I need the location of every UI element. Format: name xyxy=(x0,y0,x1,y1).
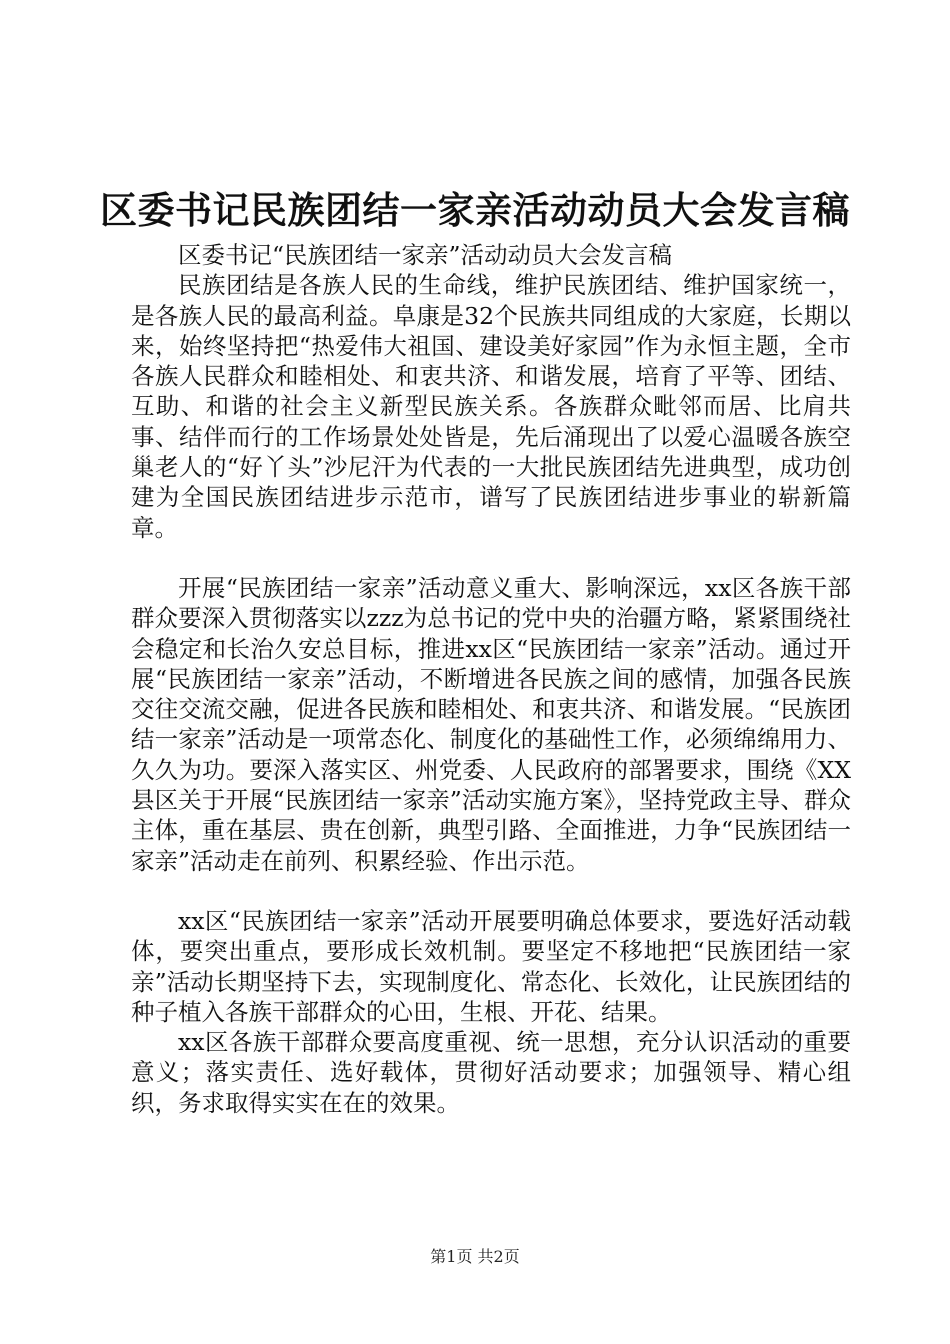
paragraph-4: xx区各族干部群众要高度重视、统一思想，充分认识活动的重要意义；落实责任、选好载体，贯彻好活动要求；加强领导、精心组织，务求取得实实在在的效果。 xyxy=(131,1028,851,1117)
paragraph-2: 开展“民族团结一家亲”活动意义重大、影响深远，xx区各族干部群众要深入贯彻落实以zzz为总书记的党中央的治疆方略，紧紧围绕社会稳定和长治久安总目标，推进xx区“民族团结一家亲”活动。通过开展“民族团结一家亲”活动，不断增进各民族之间的感情，加强各民族交往交流交融，促进各民族和睦相处、和衷共济、和谐发展。“民族团结一家亲”活动是一项常态化、制度化的基础性工作，必须绵绵用力、久久为功。要深入落实区、州党委、人民政府的部署要求，围绕《XX县区关于开展“民族团结一家亲”活动实施方案》，坚持党政主导、群众主体，重在基层、贵在创新，典型引路、全面推进，力争“民族团结一家亲”活动走在前列、积累经验、作出示范。 xyxy=(131,573,851,875)
paragraph-1: 民族团结是各族人民的生命线，维护民族团结、维护国家统一，是各族人民的最高利益。阜康是32个民族共同组成的大家庭，长期以来，始终坚持把“热爱伟大祖国、建设美好家园”作为永恒主题，全市各族人民群众和睦相处、和衷共济、和谐发展，培育了平等、团结、互助、和谐的社会主义新型民族关系。各族群众毗邻而居、比肩共事、结伴而行的工作场景处处皆是，先后涌现出了以爱心温暖各族空巢老人的“好丫头”沙尼汗为代表的一大批民族团结先进典型，成功创建为全国民族团结进步示范市，谱写了民族团结进步事业的崭新篇章。 xyxy=(131,271,851,542)
page-number: 第1页 共2页 xyxy=(430,1247,520,1266)
document-subtitle: 区委书记“民族团结一家亲”活动动员大会发言稿 xyxy=(178,241,673,269)
document-body xyxy=(131,240,851,1118)
document-title: 区委书记民族团结一家亲活动动员大会发言稿 xyxy=(100,188,850,232)
paragraph-3: xx区“民族团结一家亲”活动开展要明确总体要求，要选好活动载体，要突出重点，要形成长效机制。要坚定不移地把“民族团结一家亲”活动长期坚持下去，实现制度化、常态化、长效化，让民族团结的种子植入各族干部群众的心田，生根、开花、结果。 xyxy=(131,906,851,1026)
